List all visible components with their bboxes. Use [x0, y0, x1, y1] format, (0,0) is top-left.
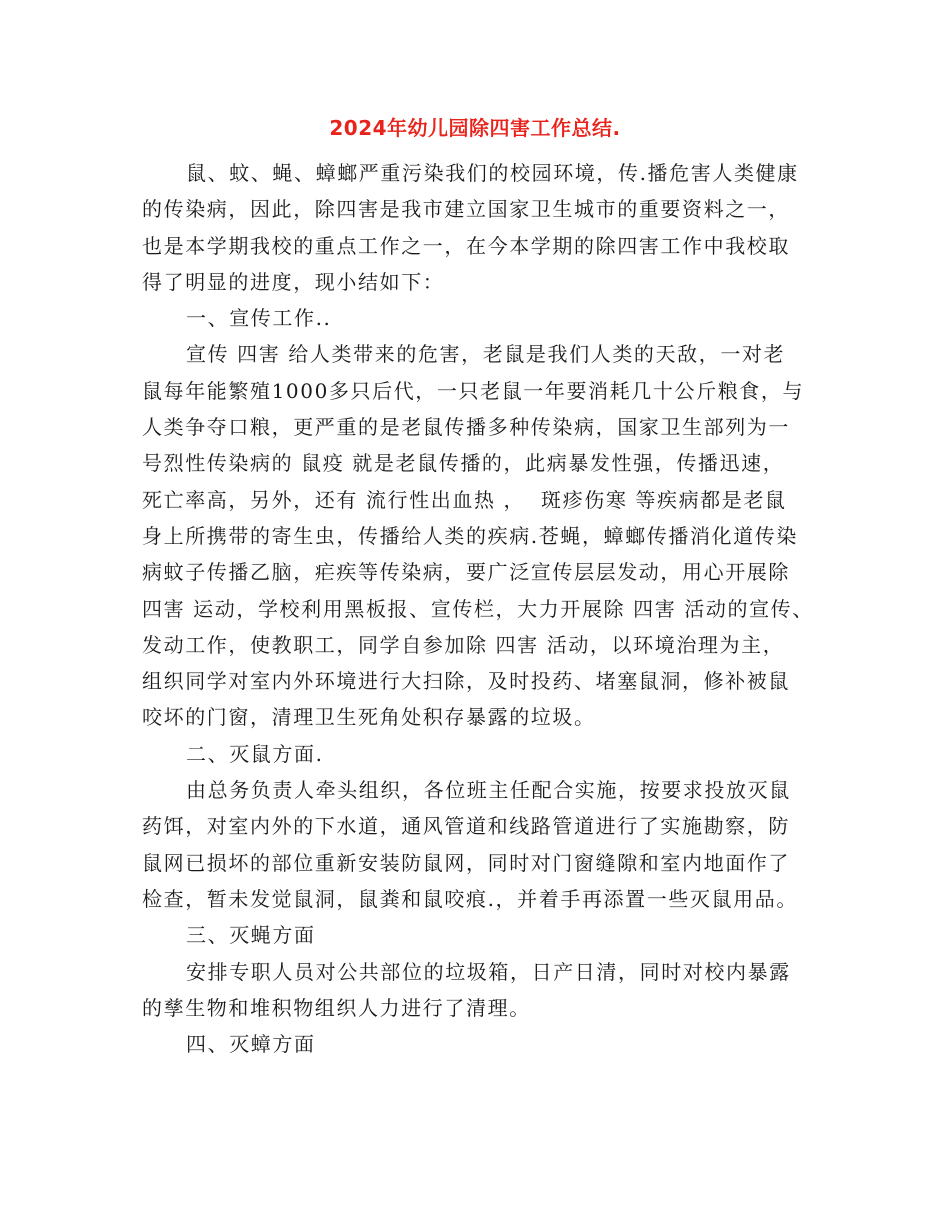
text-line: 发动工作，使教职工，同学自参加除 四害 活动，以环境治理为主，: [142, 632, 785, 657]
text-line: 安排专职人员对公共部位的垃圾箱，日产日清，同时对校内暴露: [186, 959, 791, 984]
text-line: 死亡率高，另外，还有 流行性出血热 ， 斑疹伤寒 等疾病都是老鼠: [142, 487, 787, 512]
text-line: 人类争夺口粮，更严重的是老鼠传播多种传染病，国家卫生部列为一: [142, 415, 790, 440]
text-line: 二、灭鼠方面.: [186, 741, 324, 766]
text-line: 身上所携带的寄生虫，传播给人类的疾病.苍蝇，蟑螂传播消化道传染: [142, 523, 798, 548]
text-line: 药饵，对室内外的下水道，通风管道和线路管道进行了实施勘察，防: [142, 814, 790, 839]
text-line: 也是本学期我校的重点工作之一，在今本学期的除四害工作中我校取: [142, 233, 790, 258]
text-line: 咬坏的门窗，清理卫生死角处积存暴露的垃圾。: [142, 705, 596, 730]
text-line: 检查，暂未发觉鼠洞，鼠粪和鼠咬痕.，并着手再添置一些灭鼠用品。: [142, 886, 798, 911]
text-line: 宣传 四害 给人类带来的危害，老鼠是我们人类的天敌，一对老: [186, 342, 786, 367]
text-line: 的传染病，因此，除四害是我市建立国家卫生城市的重要资料之一，: [142, 197, 790, 222]
text-line: 鼠每年能繁殖1000多只后代，一只老鼠一年要消耗几十公斤粮食，与: [142, 378, 805, 403]
text-line: 鼠、蚊、蝇、蟑螂严重污染我们的校园环境，传.播危害人类健康: [186, 161, 799, 185]
text-line: 病蚊子传播乙脑，疟疾等传染病，要广泛宣传层层发动，用心开展除: [142, 560, 790, 585]
text-line: 四害 运动，学校利用黑板报、宣传栏，大力开展除 四害 活动的宣传、: [142, 596, 814, 621]
text-line: 的孳生物和堆积物组织人力进行了清理。: [142, 995, 531, 1020]
text-line: 鼠网已损坏的部位重新安装防鼠网，同时对门窗缝隙和室内地面作了: [142, 850, 790, 875]
text-line: 三、灭蝇方面: [186, 923, 316, 948]
text-line: 组织同学对室内外环境进行大扫除，及时投药、堵塞鼠洞，修补被鼠: [142, 669, 790, 694]
document-title: 2024年幼儿园除四害工作总结.: [329, 116, 621, 140]
text-line: 四、灭蟑方面: [186, 1032, 316, 1057]
text-line: 由总务负责人牵头组织，各位班主任配合实施，按要求投放灭鼠: [186, 778, 791, 803]
text-line: 得了明显的进度，现小结如下：: [142, 269, 445, 294]
text-line: 一、宣传工作..: [186, 306, 332, 331]
document-body: [142, 155, 842, 1062]
text-line: 号烈性传染病的 鼠疫 就是老鼠传播的，此病暴发性强，传播迅速，: [142, 451, 785, 476]
